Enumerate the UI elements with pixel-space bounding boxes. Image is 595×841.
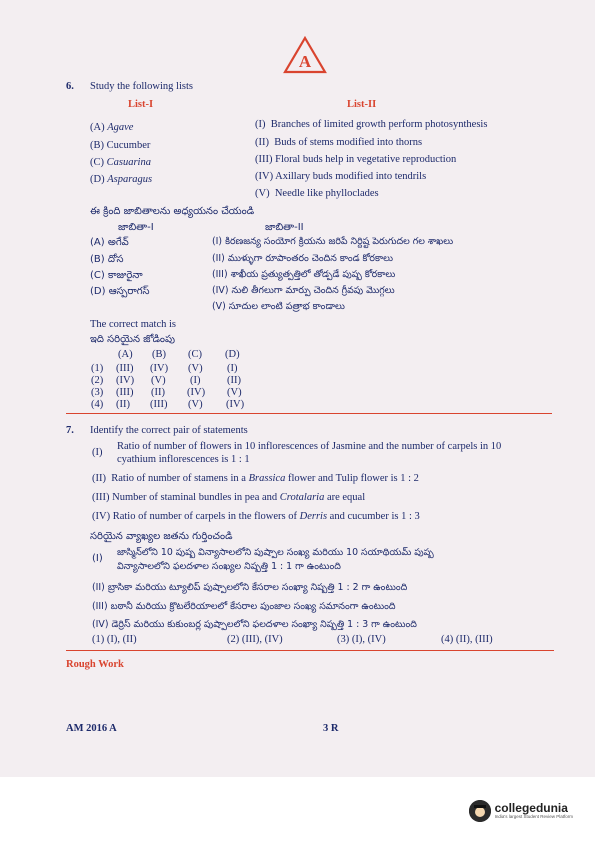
q6-match-header: (B) (152, 349, 166, 360)
q7-statement: Ratio of number of flowers in 10 inflorescences of Jasmine and the number of carpels in 10 (117, 441, 502, 452)
q6-option-cell: (V) (188, 363, 203, 374)
q6-list2-item: (V) Needle like phylloclades (255, 188, 379, 199)
graduate-icon (469, 800, 491, 822)
q7-telugu-statement: జాస్మిన్‌లోని 10 పుష్ప విన్యాసాలలోని పుష్పాల సంఖ్య మరియు 10 సయాథియమ్ పుష్ప (117, 547, 434, 558)
q6-option-cell: (II) (116, 399, 130, 410)
q7-statement: (III) Number of staminal bundles in pea and Crotalaria are equal (92, 492, 366, 503)
q6-option-cell: (I) (227, 363, 238, 374)
q6-telugu-list2-item: (IV) నులి తీగలుగా మార్పు చెందిన గ్రీవపు మొగ్గలు (212, 285, 395, 296)
rough-work-label: Rough Work (66, 659, 124, 670)
q6-list1-item: (D) Asparagus (90, 174, 153, 185)
paper-code: AM 2016 A (66, 723, 117, 734)
q6-prompt: Study the following lists (90, 81, 193, 92)
q6-telugu-list2-heading: జాబితా-II (265, 222, 304, 233)
q6-list1-item: (C) Casuarina (90, 157, 151, 168)
q6-telugu-list1-item: (A) అగేవ్ (90, 237, 129, 248)
q6-list2-heading: List-II (347, 99, 377, 110)
q6-correct-match-label: The correct match is (90, 319, 176, 330)
q6-option-cell: (II) (227, 375, 241, 386)
q6-option-cell: (IV) (150, 363, 169, 374)
q6-list2-item: (III) Floral buds help in vegetative reproduction (255, 154, 457, 165)
q6-option-cell: (V) (188, 399, 203, 410)
q6-option-cell: (III) (116, 387, 134, 398)
q6-telugu-list1-item: (B) దోస (90, 254, 124, 265)
q7-telugu-statement: (III) బఠానీ మరియు క్రొటలేరియాలలో కేసరాల పుంజాల సంఖ్య సమానంగా ఉంటుంది (92, 601, 396, 612)
q6-option-key: (3) (91, 387, 104, 398)
q6-option-cell: (IV) (116, 375, 135, 386)
q6-option-key: (2) (91, 375, 104, 386)
badge-letter: A (298, 52, 312, 71)
q7-option[interactable]: (4) (II), (III) (441, 634, 493, 645)
q7-statement: (II) Ratio of number of stamens in a Brassica flower and Tulip flower is 1 : 2 (92, 473, 419, 484)
q7-option[interactable]: (1) (I), (II) (92, 634, 137, 645)
q7-statement: (IV) Ratio of number of carpels in the flowers of Derris and cucumber is 1 : 3 (92, 511, 420, 522)
q6-list1-heading: List-I (128, 99, 154, 110)
q6-telugu-list1-item: (C) కాజురైనా (90, 270, 143, 281)
q6-telugu-correct-match-label: ఇది సరియైన జోడింపు (90, 334, 175, 345)
q6-list2-item: (IV) Axillary buds modified into tendrils (255, 171, 427, 182)
q6-match-header: (D) (225, 349, 240, 360)
q7-statement: cyathium inflorescences is 1 : 1 (117, 454, 250, 465)
q6-telugu-list2-item: (V) సూదుల లాంటి పత్రాభ కాండాలు (212, 301, 345, 312)
q6-match-header: (A) (118, 349, 133, 360)
section-divider (66, 650, 554, 651)
q6-option-cell: (IV) (187, 387, 206, 398)
q7-telugu-statement: విన్యాసాలలోని ఫలదళాల సంఖ్యల నిష్పత్తి 1 : 1 గా ఉంటుంది (117, 561, 341, 572)
watermark-tagline: India's largest Student Review Platform (494, 814, 573, 819)
question-divider (66, 413, 552, 414)
q6-telugu-list2-item: (I) కిరణజన్య సంయోగ క్రియను జరిపే నిర్దిష్ట పెరుగుదల గల శాఖలు (212, 236, 454, 247)
q7-option[interactable]: (2) (III), (IV) (227, 634, 283, 645)
q7-telugu-statement: (II) బ్రాసికా మరియు ట్యూలిప్ పుష్పాలలోని కేసరాల సంఖ్యా నిష్పత్తి 1 : 2 గా ఉంటుంది (92, 582, 408, 593)
booklet-series-badge (283, 36, 327, 74)
watermark-name: collegedunia (494, 801, 568, 815)
q6-telugu-list1-item: (D) ఆస్పరాగస్ (90, 286, 150, 297)
q6-list2-item: (I) Branches of limited growth perform photosynthesis (255, 119, 488, 130)
q6-number: 6. (66, 81, 74, 92)
q6-option-cell: (III) (116, 363, 134, 374)
q6-option-key: (1) (91, 363, 104, 374)
q6-option-cell: (V) (227, 387, 242, 398)
q6-telugu-list2-item: (III) శాఖీయ ప్రత్యుత్పత్తిలో తోడ్పడే పుష్ప కోరకాలు (212, 269, 396, 280)
q6-match-header: (C) (188, 349, 202, 360)
collegedunia-watermark (469, 800, 573, 822)
q7-telugu-prompt: సరియైన వ్యాఖ్యల జతను గుర్తించండి (90, 531, 233, 542)
q7-telugu-statement: (IV) డెర్రిస్ మరియు కుకుంబర్ల పుష్పాలలోని ఫలదళాల సంఖ్యా నిష్పత్తి 1 : 3 గా ఉంటుంది (92, 619, 417, 630)
q6-option-cell: (II) (151, 387, 165, 398)
q6-list1-item: (A) Agave (90, 122, 134, 133)
q6-telugu-prompt: ఈ క్రింది జాబితాలను అధ్యయనం చేయండి (90, 206, 255, 217)
q7-number: 7. (66, 425, 74, 436)
q7-telugu-statement-key: (I) (92, 553, 103, 564)
q6-list1-item: (B) Cucumber (90, 140, 151, 151)
q7-prompt: Identify the correct pair of statements (90, 425, 248, 436)
q6-telugu-list1-heading: జాబితా-I (118, 222, 154, 233)
q6-telugu-list2-item: (II) ముళ్ళుగా రూపాంతరం చెందిన కాండ కోరకాలు (212, 253, 393, 264)
q6-option-key: (4) (91, 399, 104, 410)
q7-option[interactable]: (3) (I), (IV) (337, 634, 386, 645)
q6-option-cell: (III) (150, 399, 168, 410)
q7-statement-key: (I) (92, 447, 103, 458)
q6-option-cell: (V) (151, 375, 166, 386)
q6-option-cell: (IV) (226, 399, 245, 410)
q6-option-cell: (I) (190, 375, 201, 386)
q6-list2-item: (II) Buds of stems modified into thorns (255, 137, 423, 148)
page-number: 3 R (323, 723, 339, 734)
